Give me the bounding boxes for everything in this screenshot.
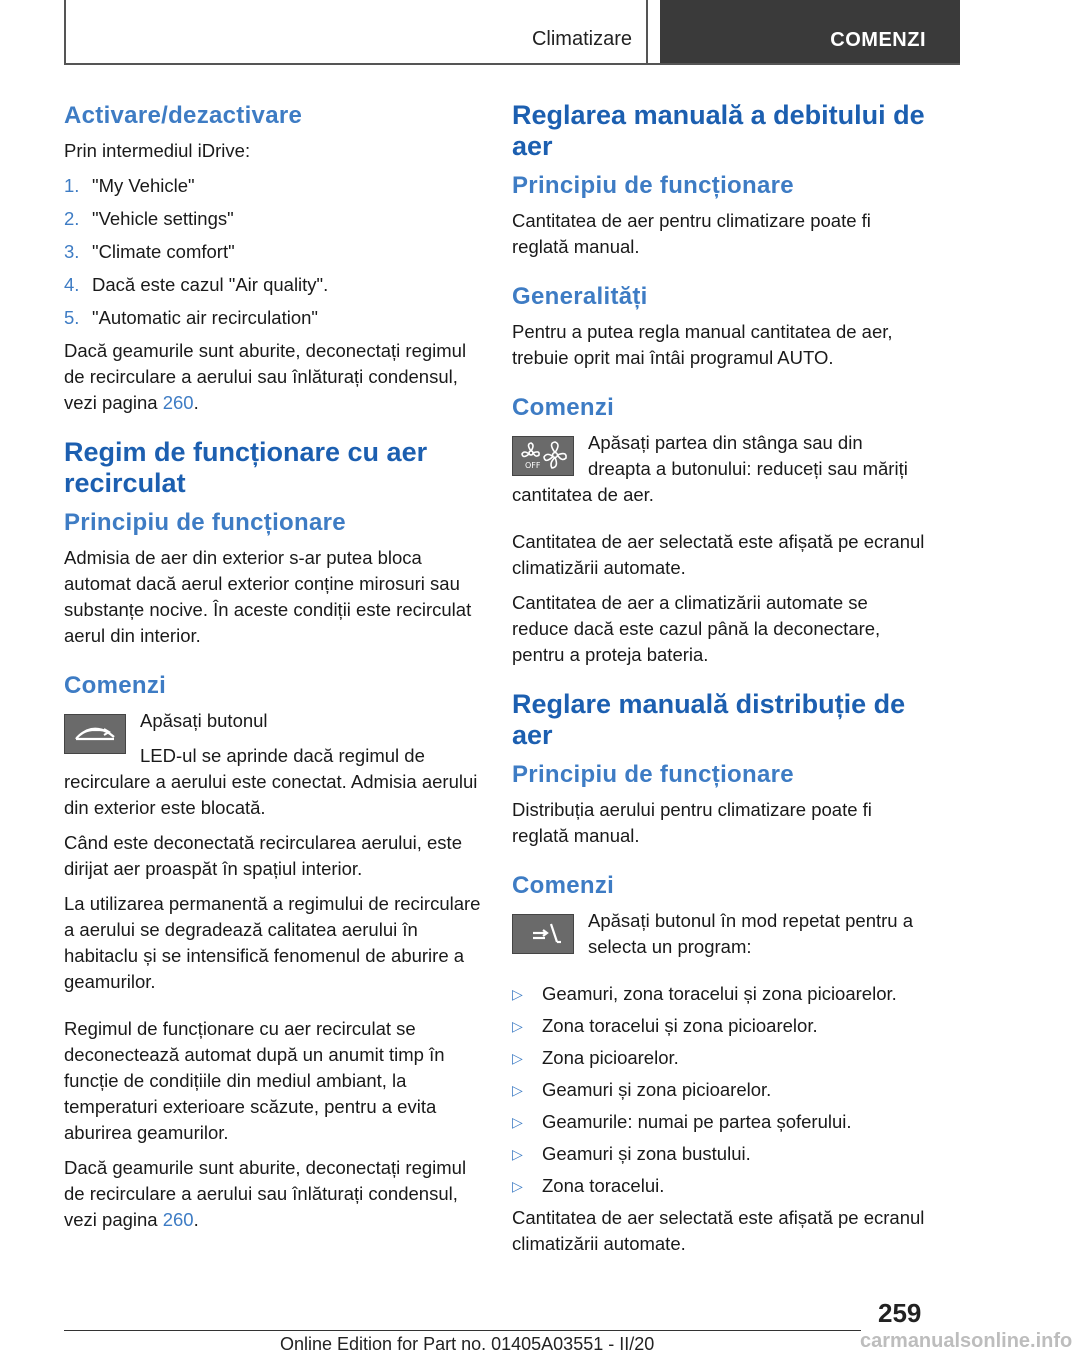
heading-principle: Principiu de funcționare <box>512 761 794 788</box>
text-idrive: Prin intermediul iDrive: <box>64 140 251 161</box>
heading-general: Generalități <box>512 283 648 310</box>
watermark-logo: carmanualsonline.info <box>860 1330 1072 1352</box>
heading-controls: Comenzi <box>512 872 615 899</box>
heading-recirculation: Regim de funcționare cu aer recirculat <box>64 437 428 498</box>
triangle-bullet-icon: ▷ <box>512 986 523 1002</box>
text-fog-1: Dacă geamurile sunt aburite, deconectați regimul de recirculare a aerului sau înlăturați condensul, vezi pagina 260. <box>64 340 467 413</box>
header-section-box <box>64 0 648 64</box>
text-press-fan: Apăsați partea din stânga sau din dreapta a butonului: reduceți sau măriți cantitatea de aer. <box>512 432 908 505</box>
text-reduce: Cantitatea de aer a climatizării automate se reduce dacă este cazul până la deconectare, pentru a proteja bateria. <box>512 592 881 665</box>
triangle-bullet-icon: ▷ <box>512 1114 523 1130</box>
header-rule <box>64 63 960 65</box>
heading-controls: Comenzi <box>512 394 615 421</box>
text-permanent: La utilizarea permanentă a regimului de recirculare a aerului se degradează calitatea aerului în habitaclu și se intensifică fenomenul de aburire a geamurilor. <box>64 893 481 992</box>
step-item: 3. "Climate comfort" <box>64 241 235 262</box>
text-general: Pentru a putea regla manual cantitatea de aer, trebuie oprit mai întâi programul AUTO. <box>512 321 893 368</box>
heading-distribution: Reglare manuală distribuție de aer <box>512 689 906 750</box>
step-item: 5. "Automatic air recirculation" <box>64 307 318 328</box>
text-off: Când este deconectată recircularea aerului, este dirijat aer proaspăt în spațiul interior. <box>64 832 462 879</box>
triangle-bullet-icon: ▷ <box>512 1082 523 1098</box>
air-distribution-icon <box>521 920 565 948</box>
fan-button-icon <box>512 436 574 476</box>
heading-airflow: Reglarea manuală a debitului de aer <box>512 100 925 161</box>
list-item: ▷ Geamuri, zona toracelui și zona picioarelor. <box>512 981 927 1007</box>
list-item: ▷ Geamuri și zona bustului. <box>512 1141 927 1167</box>
footer-edition: Online Edition for Part no. 01405A03551 - II/20 <box>280 1334 655 1354</box>
program-list <box>512 981 927 1199</box>
text-display-2: Cantitatea de aer selectată este afișată pe ecranul climatizării automate. <box>512 1207 925 1254</box>
heading-controls: Comenzi <box>64 672 167 699</box>
left-column <box>64 100 484 1242</box>
text-led: LED-ul se aprinde dacă regimul de recirculare a aerului este conectat. Admisia aerului din exterior este blocată. <box>64 745 478 818</box>
page-link[interactable]: 260 <box>162 392 194 413</box>
text-principle: Admisia de aer din exterior s-ar putea bloca automat dacă aerul exterior conține mirosuri sau substanțe nocive. În aceste condiții este recirculat aerul din interior. <box>64 547 472 646</box>
footer-rule <box>64 1330 861 1331</box>
fan-icon <box>517 441 569 471</box>
distribution-button-icon <box>512 914 574 954</box>
heading-principle: Principiu de funcționare <box>512 172 794 199</box>
header-section-title: Climatizare <box>531 28 632 50</box>
step-item: 2. "Vehicle settings" <box>64 208 234 229</box>
text-press-button: Apăsați butonul <box>140 710 268 731</box>
text-principle: Distribuția aerului pentru climatizare poate fi reglată manual. <box>512 799 872 846</box>
list-item: ▷ Zona toracelui. <box>512 1173 927 1199</box>
text-press-distribution: Apăsați butonul în mod repetat pentru a selecta un program: <box>588 910 913 957</box>
list-item: ▷ Geamurile: numai pe partea șoferului. <box>512 1109 927 1135</box>
text-fog-2: Dacă geamurile sunt aburite, deconectați regimul de recirculare a aerului sau înlăturați condensul, vezi pagina 260. <box>64 1157 467 1230</box>
list-item: ▷ Geamuri și zona picioarelor. <box>512 1077 927 1103</box>
header-chapter-tab: COMENZI <box>660 0 960 64</box>
right-column <box>512 100 927 1266</box>
heading-activate: Activare/dezactivare <box>64 102 303 129</box>
fan-off-label: OFF <box>525 461 541 470</box>
triangle-bullet-icon: ▷ <box>512 1178 523 1194</box>
triangle-bullet-icon: ▷ <box>512 1018 523 1034</box>
text-auto-off: Regimul de funcționare cu aer recirculat se deconectează automat după un anumit timp în funcție de condițiile din mediul ambiant, la temperaturi exterioare scăzute, pentru a evita aburirea geamurilor. <box>64 1018 445 1143</box>
idrive-steps <box>64 173 484 331</box>
step-item: 1. "My Vehicle" <box>64 175 195 196</box>
recirculation-button-icon <box>64 714 126 754</box>
page-number: 259 <box>878 1298 922 1328</box>
triangle-bullet-icon: ▷ <box>512 1050 523 1066</box>
text-principle: Cantitatea de aer pentru climatizare poate fi reglată manual. <box>512 210 871 257</box>
step-item: 4. Dacă este cazul "Air quality". <box>64 274 329 295</box>
list-item: ▷ Zona picioarelor. <box>512 1045 927 1071</box>
car-recirculation-icon <box>70 720 120 748</box>
heading-principle: Principiu de funcționare <box>64 509 346 536</box>
list-item: ▷ Zona toracelui și zona picioarelor. <box>512 1013 927 1039</box>
text-display: Cantitatea de aer selectată este afișată pe ecranul climatizării automate. <box>512 531 925 578</box>
triangle-bullet-icon: ▷ <box>512 1146 523 1162</box>
page-link[interactable]: 260 <box>162 1209 194 1230</box>
